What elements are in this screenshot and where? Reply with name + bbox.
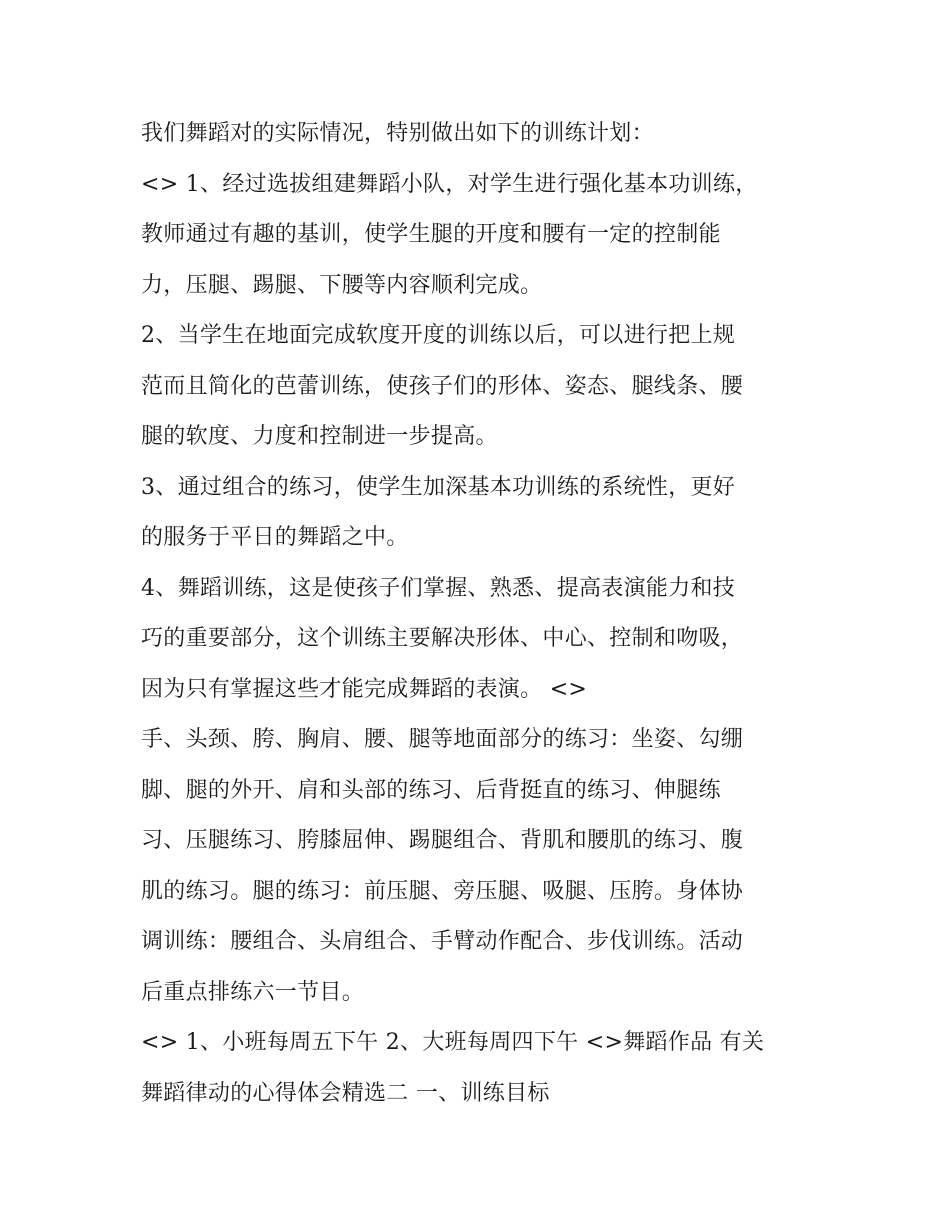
text-line: 舞蹈律动的心得体会精选二 一、训练目标 [141, 1080, 550, 1106]
text-line: 范而且简化的芭蕾训练，使孩子们的形体、姿态、腿线条、腰 [141, 373, 744, 399]
text-line: <> 1、经过选拔组建舞蹈小队，对学生进行强化基本功训练， [141, 171, 758, 197]
text-line: 习、压腿练习、胯膝屈伸、踢腿组合、背肌和腰肌的练习、腹 [141, 828, 744, 853]
text-line: 2、当学生在地面完成软度开度的训练以后，可以进行把上规 [141, 323, 736, 348]
text-line: 调训练：腰组合、头肩组合、手臂动作配合、步伐训练。活动 [141, 929, 744, 954]
text-line: 肌的练习。腿的练习：前压腿、旁压腿、吸腿、压胯。身体协 [141, 878, 744, 904]
text-line: 力，压腿、踢腿、下腰等内容顺利完成。 [141, 272, 543, 298]
text-line: 因为只有掌握这些才能完成舞蹈的表演。 <> [141, 676, 588, 702]
text-line: 4、舞蹈训练，这是使孩子们掌握、熟悉、提高表演能力和技 [141, 575, 736, 601]
text-line: 的服务于平日的舞蹈之中。 [141, 525, 409, 550]
text-line: 后重点排练六一节目。 [141, 979, 365, 1005]
text-line: 3、通过组合的练习，使学生加深基本功训练的系统性，更好 [141, 474, 736, 500]
text-line: 巧的重要部分，这个训练主要解决形体、中心、控制和吻吸， [141, 626, 744, 651]
document-body [141, 109, 811, 1119]
text-line: 我们舞蹈对的实际情况，特别做出如下的训练计划： [141, 121, 654, 146]
text-line: 手、头颈、胯、胸肩、腰、腿等地面部分的练习：坐姿、勾绷 [141, 727, 744, 752]
text-line: <> 1、小班每周五下午 2、大班每周四下午 <>舞蹈作品 有关 [141, 1030, 765, 1055]
text-line: 腿的软度、力度和控制进一步提高。 [141, 424, 498, 449]
text-line: 教师通过有趣的基训，使学生腿的开度和腰有一定的控制能 [141, 222, 721, 247]
text-line: 脚、腿的外开、肩和头部的练习、后背挺直的练习、伸腿练 [141, 777, 721, 803]
